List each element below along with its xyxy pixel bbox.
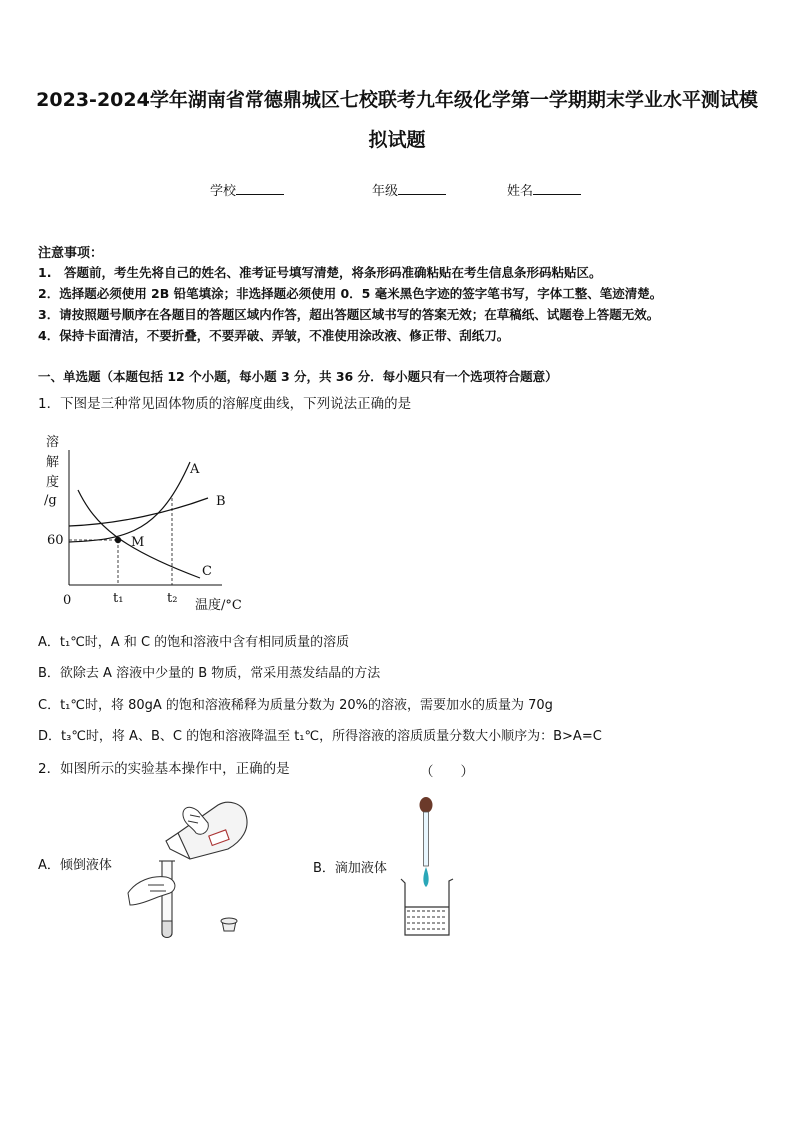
dropper-bulb: [420, 797, 433, 813]
test-tube: [159, 861, 175, 938]
x-tick-t1: t₁: [113, 591, 124, 606]
q1-option-d: D．t₃℃时，将 A、B、C 的饱和溶液降温至 t₁℃，所得溶液的溶质质量分数大小顺序为：B>A=C: [38, 729, 602, 744]
notice-item-3: 3．请按照题号顺序在各题目的答题区域内作答，超出答题区域书写的答案无效；在草稿纸、试题卷上答题无效。: [38, 307, 660, 322]
solubility-chart: [40, 430, 260, 620]
exam-title-line1: 2023-2024学年湖南省常德鼎城区七校联考九年级化学第一学期期末学业水平测试模: [36, 89, 758, 111]
name-blank: [533, 181, 581, 195]
grade-field: [372, 180, 446, 199]
ylabel-char-4: /g: [44, 493, 57, 508]
ylabel-char-3: 度: [46, 475, 60, 490]
notice-item-2: 2．选择题必须使用 2B 铅笔填涂；非选择题必须使用 0．5 毫米黑色字迹的签字笔书写，字体工整、笔迹清楚。: [38, 286, 663, 301]
label-c: C: [202, 564, 212, 579]
label-a: A: [190, 462, 200, 477]
grade-label: 年级: [372, 184, 399, 199]
bottle-stopper: [221, 918, 237, 931]
student-info-row: [0, 180, 794, 200]
q1-option-a: A．t₁℃时，A 和 C 的饱和溶液中含有相同质量的溶质: [38, 635, 350, 650]
x-axis-label: 温度/°C: [195, 598, 242, 613]
q2-option-b: B．滴加液体: [313, 861, 387, 876]
question-1-stem: 1．下图是三种常见固体物质的溶解度曲线，下列说法正确的是: [38, 396, 412, 412]
intersection-point-m: [115, 537, 121, 543]
exam-title-line2: 拟试题: [368, 129, 426, 151]
school-label: 学校: [210, 184, 237, 199]
question-2-stem: 2．如图所示的实验基本操作中，正确的是: [38, 761, 290, 777]
q2-option-a: A．倾倒液体: [38, 858, 112, 873]
name-field: [507, 180, 581, 199]
x-tick-t2: t₂: [167, 591, 178, 606]
grade-blank: [398, 181, 446, 195]
liquid-drop: [423, 867, 428, 887]
school-field: [210, 180, 284, 199]
label-m: M: [131, 535, 145, 550]
name-label: 姓名: [507, 184, 534, 199]
notice-item-1: 1. 答题前，考生先将自己的姓名、准考证号填写清楚，将条形码准确粘贴在考生信息条形码粘贴区。: [38, 265, 602, 280]
dropper-tube: [424, 812, 429, 866]
pouring-liquid-illustration: [118, 793, 258, 943]
beaker: [401, 879, 453, 935]
notice-heading: 注意事项：: [38, 246, 104, 261]
notice-item-4: 4．保持卡面清洁，不要折叠，不要弄破、弄皱，不准使用涂改液、修正带、刮纸刀。: [38, 328, 510, 343]
origin-label: 0: [63, 593, 72, 608]
dropping-liquid-illustration: [395, 793, 465, 941]
curve-b: [69, 498, 208, 526]
school-blank: [236, 181, 284, 195]
ylabel-char-2: 解: [46, 455, 60, 470]
q1-option-c: C．t₁℃时，将 80gA 的饱和溶液稀释为质量分数为 20%的溶液，需要加水的质量为 70g: [38, 698, 553, 713]
label-b: B: [216, 494, 226, 509]
curve-c: [78, 490, 200, 578]
section-heading: 一、单选题（本题包括 12 个小题，每小题 3 分，共 36 分．每小题只有一个选项符合题意）: [38, 369, 558, 384]
ylabel-char-1: 溶: [46, 435, 60, 450]
q1-option-b: B．欲除去 A 溶液中少量的 B 物质，常采用蒸发结晶的方法: [38, 666, 381, 681]
y-tick-60: 60: [47, 533, 64, 548]
answer-parentheses: （ ）: [420, 764, 474, 780]
